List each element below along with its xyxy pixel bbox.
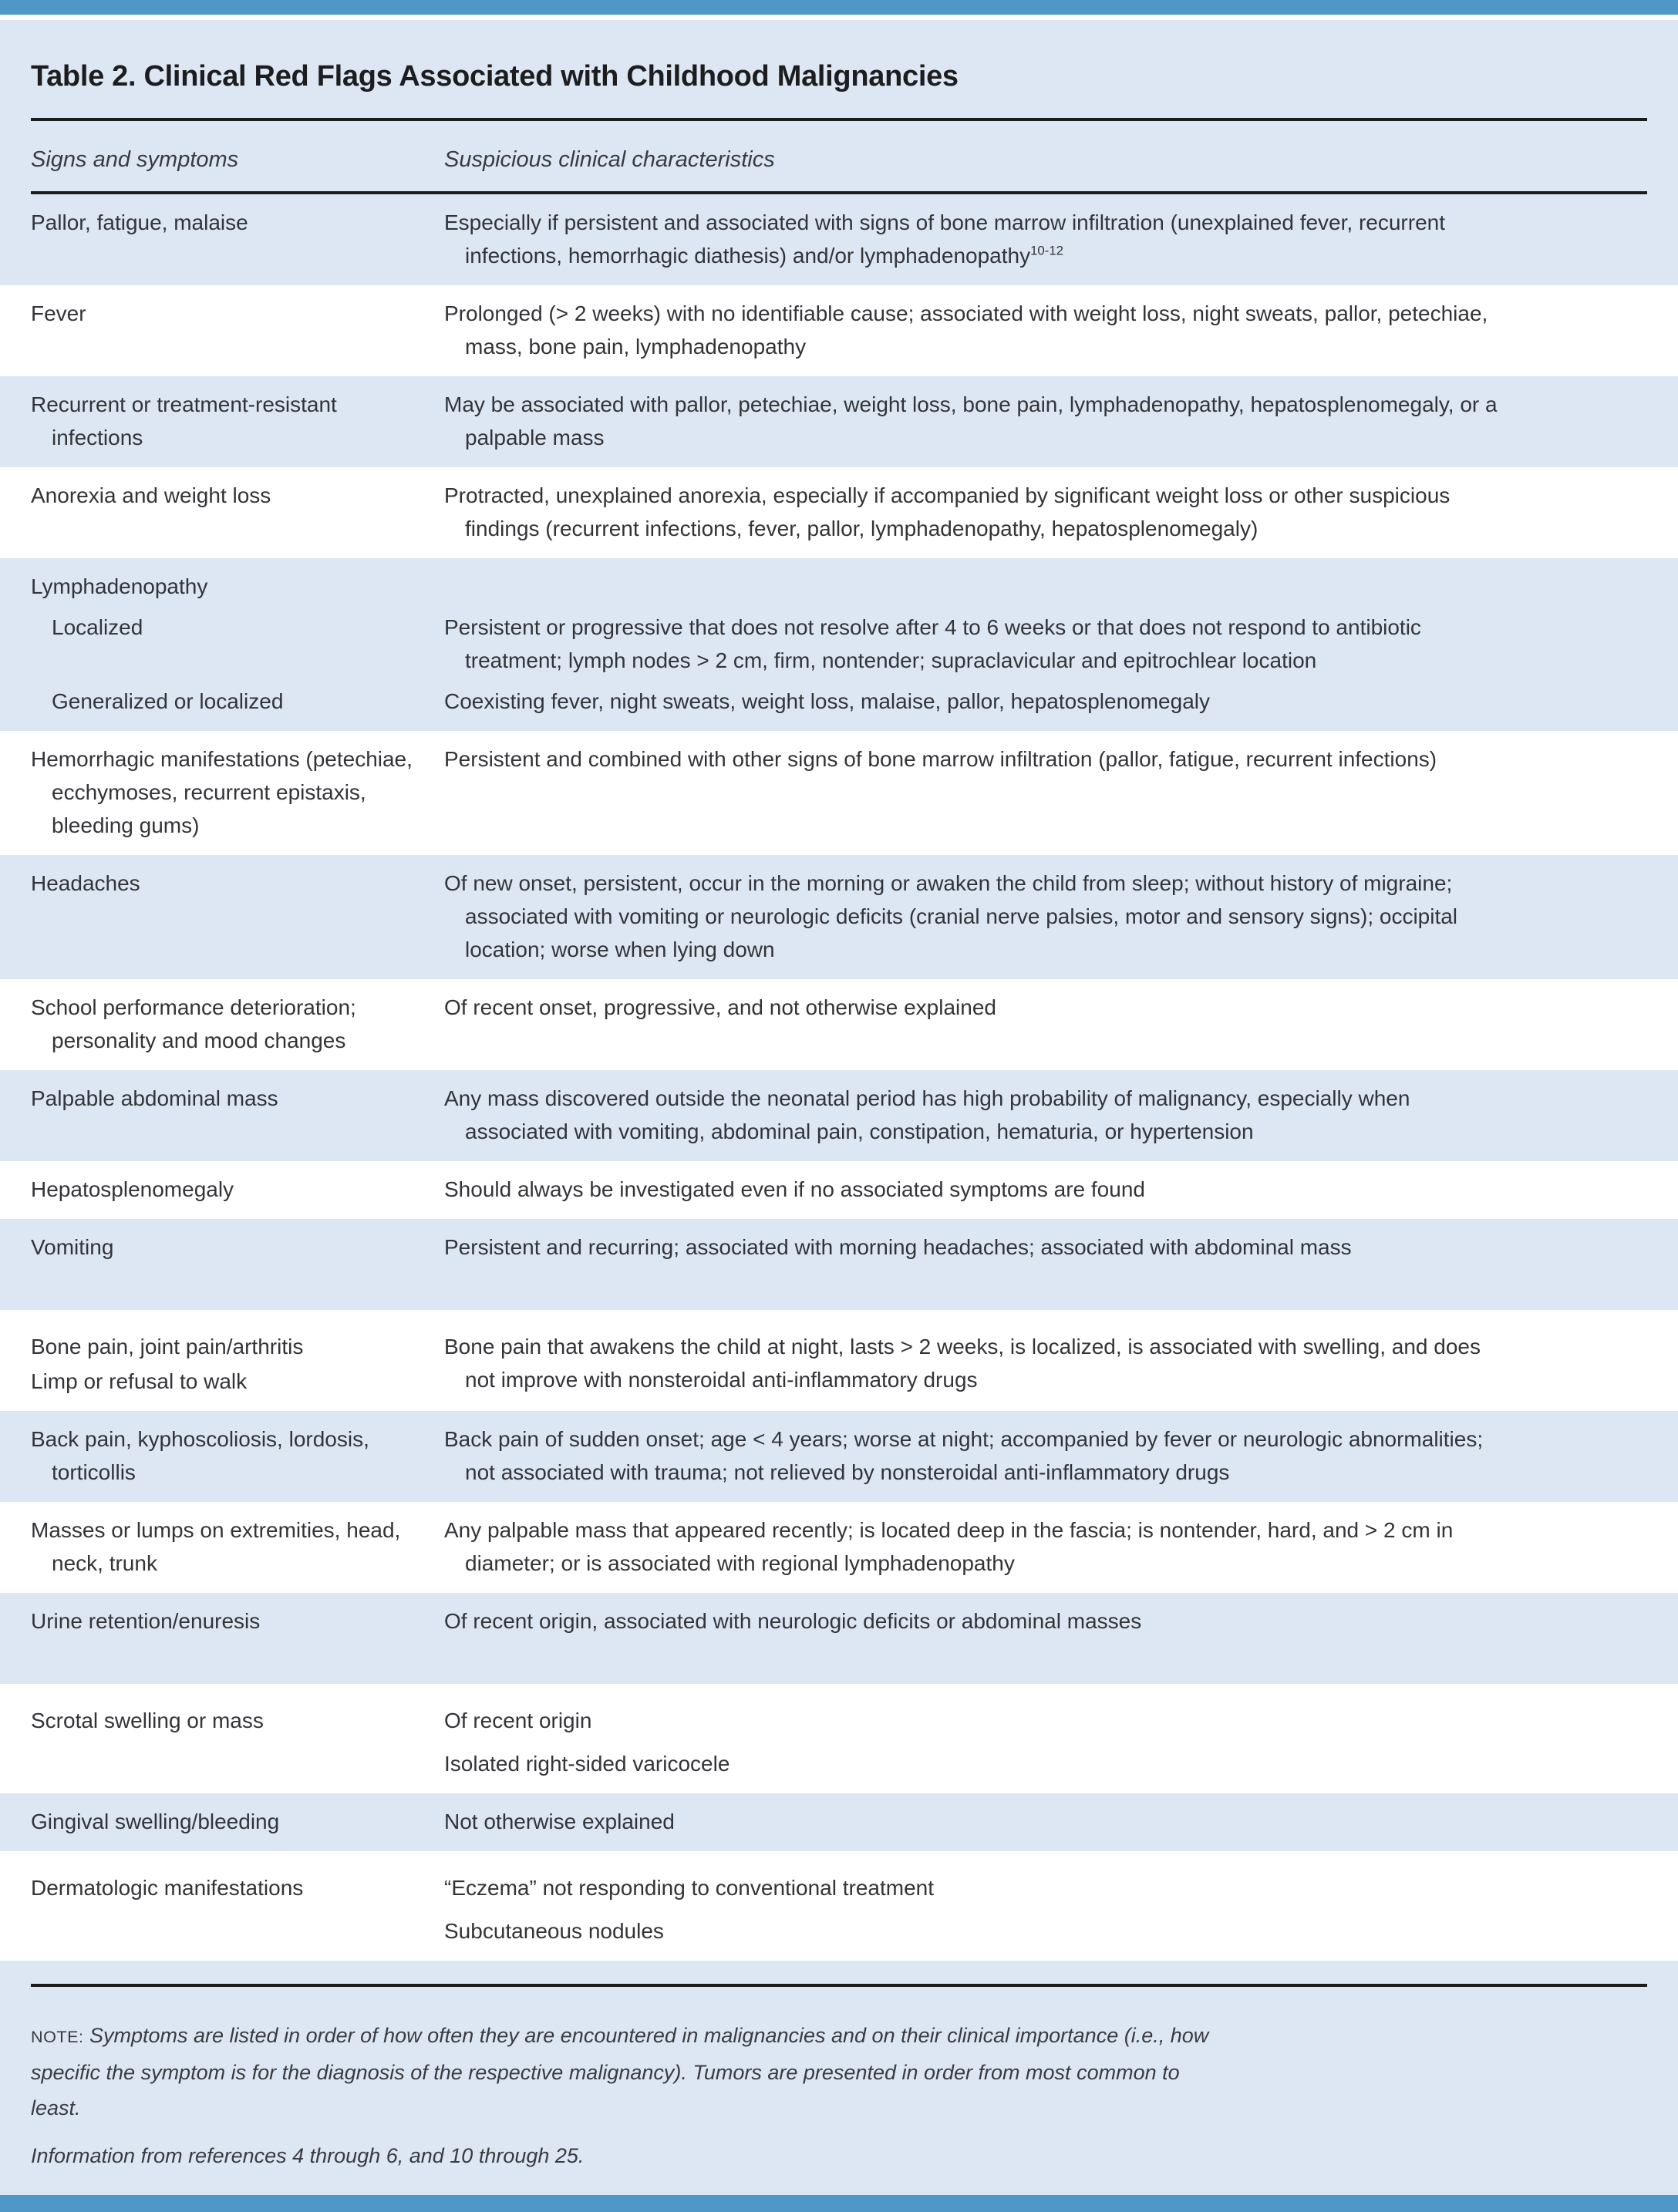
characteristics-cell	[444, 1513, 1516, 1580]
signs-cell	[31, 479, 444, 545]
table-row	[31, 388, 1647, 454]
characteristics-cell	[444, 388, 1516, 454]
table-row	[31, 991, 1647, 1057]
table-row	[31, 1330, 1647, 1398]
signs-cell	[31, 1330, 444, 1398]
table-band	[0, 1684, 1678, 1793]
sign-text: Vomiting	[31, 1235, 114, 1259]
characteristics-cell	[444, 1422, 1516, 1489]
signs-cell	[31, 611, 444, 677]
characteristics-cell	[444, 570, 1516, 603]
characteristic-text: Especially if persistent and associated with signs of bone marrow infiltration (unexplained fever, recurrent infections, hemorrhagic diathesis) and/or lymphadenopathy$^{10-12}$	[444, 210, 1445, 268]
sign-text: Hepatosplenomegaly	[31, 1177, 234, 1201]
table-row	[31, 1604, 1647, 1638]
characteristics-cell	[444, 1805, 1516, 1838]
sign-text: Palpable abdominal mass	[31, 1086, 278, 1110]
signs-cell	[31, 388, 444, 454]
signs-cell	[31, 1704, 444, 1780]
table-row	[31, 297, 1647, 363]
bottom-accent-bar	[0, 2195, 1678, 2212]
table-band	[0, 376, 1678, 467]
characteristics-cell	[444, 742, 1516, 842]
signs-cell	[31, 1604, 444, 1638]
table-row	[31, 1704, 1647, 1780]
characteristic-text: Any palpable mass that appeared recently; is located deep in the fascia; is nontender, hard, and > 2 cm in diameter; or is associated with regional lymphadenopathy	[444, 1518, 1454, 1575]
table-band	[0, 855, 1678, 979]
table-band	[0, 979, 1678, 1070]
characteristics-cell	[444, 206, 1516, 272]
info-text: Information from references 4 through 6, and 10 through 25.	[31, 2144, 585, 2167]
sign-text: Fever	[31, 301, 86, 325]
table-band	[0, 1793, 1678, 1851]
table-band	[0, 1219, 1678, 1310]
note-label: NOTE:	[31, 2027, 84, 2046]
characteristic-text: Back pain of sudden onset; age < 4 years; worse at night; accompanied by fever or neurologic abnormalities; not associated with trauma; not relieved by nonsteroidal anti-inflammatory drugs	[444, 1427, 1484, 1484]
table-row	[31, 1871, 1647, 1948]
table-band	[0, 194, 1678, 285]
characteristic-text: Of recent origin, associated with neurologic deficits or abdominal masses	[444, 1609, 1142, 1633]
table-band	[0, 1411, 1678, 1502]
sign-text: Anorexia and weight loss	[31, 483, 271, 507]
signs-cell	[31, 206, 444, 272]
table-row	[31, 742, 1647, 842]
characteristics-cell	[444, 1604, 1516, 1638]
characteristic-text: Persistent and recurring; associated with morning headaches; associated with abdominal mass	[444, 1235, 1352, 1259]
characteristics-cell	[444, 1173, 1516, 1206]
table-row	[31, 1422, 1647, 1489]
column-header-row	[31, 121, 1647, 191]
characteristics-cell	[444, 611, 1516, 677]
sign-text: Masses or lumps on extremities, head, neck, trunk	[31, 1518, 401, 1575]
characteristic-text: Persistent and combined with other signs of bone marrow infiltration (pallor, fatigue, recurrent infections)	[444, 747, 1437, 771]
signs-cell	[31, 991, 444, 1057]
signs-cell	[31, 1513, 444, 1580]
table-band	[0, 1502, 1678, 1593]
top-accent-bar	[0, 0, 1678, 15]
sign-text: Urine retention/enuresis	[31, 1609, 261, 1633]
column-header-characteristics: Suspicious clinical characteristics	[444, 147, 775, 172]
characteristic-text: “Eczema” not responding to conventional treatment	[444, 1876, 935, 1900]
sign-text: Limp or refusal to walk	[31, 1369, 248, 1393]
signs-cell	[31, 1422, 444, 1489]
signs-cell	[31, 685, 444, 718]
table-band	[0, 467, 1678, 558]
sign-text: Recurrent or treatment-resistant infections	[31, 392, 337, 449]
table-footer-block	[0, 1961, 1678, 2195]
sign-text: Dermatologic manifestations	[31, 1876, 304, 1900]
table-row	[31, 1805, 1647, 1838]
table-band	[0, 1851, 1678, 1961]
table-row	[31, 611, 1647, 677]
characteristic-text: Protracted, unexplained anorexia, especially if accompanied by significant weight loss or other suspicious findings (recurrent infections, fever, pallor, lymphadenopathy, hepatosplenomegaly)	[444, 483, 1451, 540]
characteristic-text: Prolonged (> 2 weeks) with no identifiable cause; associated with weight loss, night sweats, pallor, petechiae, mass, bone pain, lymphadenopathy	[444, 301, 1488, 359]
signs-cell	[31, 570, 444, 603]
characteristics-cell	[444, 1704, 1516, 1780]
signs-cell	[31, 1871, 444, 1948]
characteristic-text: Any mass discovered outside the neonatal period has high probability of malignancy, especially when associated with vomiting, abdominal pain, constipation, hematuria, or hypertension	[444, 1086, 1410, 1143]
table-row	[31, 570, 1647, 603]
characteristics-cell	[444, 867, 1516, 966]
table-row	[31, 867, 1647, 966]
characteristics-cell	[444, 297, 1516, 363]
table-row	[31, 1173, 1647, 1206]
signs-cell	[31, 1173, 444, 1206]
table-row	[31, 206, 1647, 272]
signs-cell	[31, 742, 444, 842]
table-band	[0, 1161, 1678, 1219]
table-title: Table 2. Clinical Red Flags Associated with Childhood Malignancies	[31, 60, 959, 93]
sign-text: School performance deterioration; personality and mood changes	[31, 995, 356, 1052]
table-header-block	[0, 20, 1678, 194]
sign-text: Bone pain, joint pain/arthritis	[31, 1335, 304, 1359]
sign-text: Pallor, fatigue, malaise	[31, 210, 248, 234]
sign-text: Back pain, kyphoscoliosis, lordosis, torticollis	[31, 1427, 369, 1484]
table-band	[0, 731, 1678, 855]
characteristic-text: Subcutaneous nodules	[444, 1919, 664, 1943]
signs-cell	[31, 297, 444, 363]
signs-cell	[31, 867, 444, 966]
table-row	[31, 1082, 1647, 1148]
characteristic-text: Bone pain that awakens the child at night, lasts > 2 weeks, is localized, is associated with swelling, and does not improve with nonsteroidal anti-inflammatory drugs	[444, 1335, 1481, 1392]
characteristics-cell	[444, 479, 1516, 545]
table-row	[31, 1231, 1647, 1264]
characteristic-text: May be associated with pallor, petechiae, weight loss, bone pain, lymphadenopathy, hepatosplenomegaly, or a palpable mass	[444, 392, 1498, 449]
characteristics-cell	[444, 1330, 1516, 1398]
table-band	[0, 1070, 1678, 1161]
signs-cell	[31, 1805, 444, 1838]
table-band	[0, 1310, 1678, 1411]
characteristic-text: Of recent origin	[444, 1709, 592, 1732]
sign-text: Lymphadenopathy	[31, 574, 208, 598]
characteristics-cell	[444, 1082, 1516, 1148]
table-row	[31, 685, 1647, 718]
characteristics-cell	[444, 685, 1516, 718]
note-text: Symptoms are listed in order of how often they are encountered in malignancies and on their clinical importance (i.e., how specific the symptom is for the diagnosis of the respective malignancy). Tumors are presented in order from most common to least.	[31, 2024, 1209, 2119]
sign-text: Generalized or localized	[52, 689, 284, 713]
characteristic-text: Not otherwise explained	[444, 1810, 675, 1833]
characteristic-text: Of recent onset, progressive, and not otherwise explained	[444, 995, 996, 1019]
sign-text: Localized	[52, 615, 143, 639]
top-white-gap	[0, 15, 1678, 20]
sign-text: Gingival swelling/bleeding	[31, 1810, 280, 1833]
characteristic-text: Isolated right-sided varicocele	[444, 1752, 730, 1776]
footer-rule	[31, 1984, 1647, 1987]
table-band	[0, 285, 1678, 376]
characteristic-text: Of new onset, persistent, occur in the morning or awaken the child from sleep; without history of migraine; associated with vomiting or neurologic deficits (cranial nerve palsies, motor and sensory signs); occipital location; worse when lying down	[444, 871, 1458, 961]
table-row	[31, 479, 1647, 545]
characteristics-cell	[444, 991, 1516, 1057]
sign-text: Scrotal swelling or mass	[31, 1709, 264, 1732]
footer-note	[31, 2018, 1234, 2126]
signs-cell	[31, 1082, 444, 1148]
signs-cell	[31, 1231, 444, 1264]
reference-superscript: 10-12	[1030, 243, 1064, 258]
characteristics-cell	[444, 1871, 1516, 1948]
characteristic-text: Should always be investigated even if no associated symptoms are found	[444, 1177, 1145, 1201]
table-body	[0, 194, 1678, 1961]
characteristic-text: Persistent or progressive that does not resolve after 4 to 6 weeks or that does not respond to antibiotic treatment; lymph nodes > 2 cm, firm, nontender; supraclavicular and epitrochlear location	[444, 615, 1421, 672]
table-row	[31, 1513, 1647, 1580]
characteristics-cell	[444, 1231, 1516, 1264]
sign-text: Headaches	[31, 871, 140, 895]
column-header-signs: Signs and symptoms	[31, 147, 239, 172]
table-band	[0, 1593, 1678, 1684]
table-band	[0, 558, 1678, 731]
sign-text: Hemorrhagic manifestations (petechiae, ecchymoses, recurrent epistaxis, bleeding gums)	[31, 747, 413, 837]
characteristic-text: Coexisting fever, night sweats, weight loss, malaise, pallor, hepatosplenomegaly	[444, 689, 1210, 713]
